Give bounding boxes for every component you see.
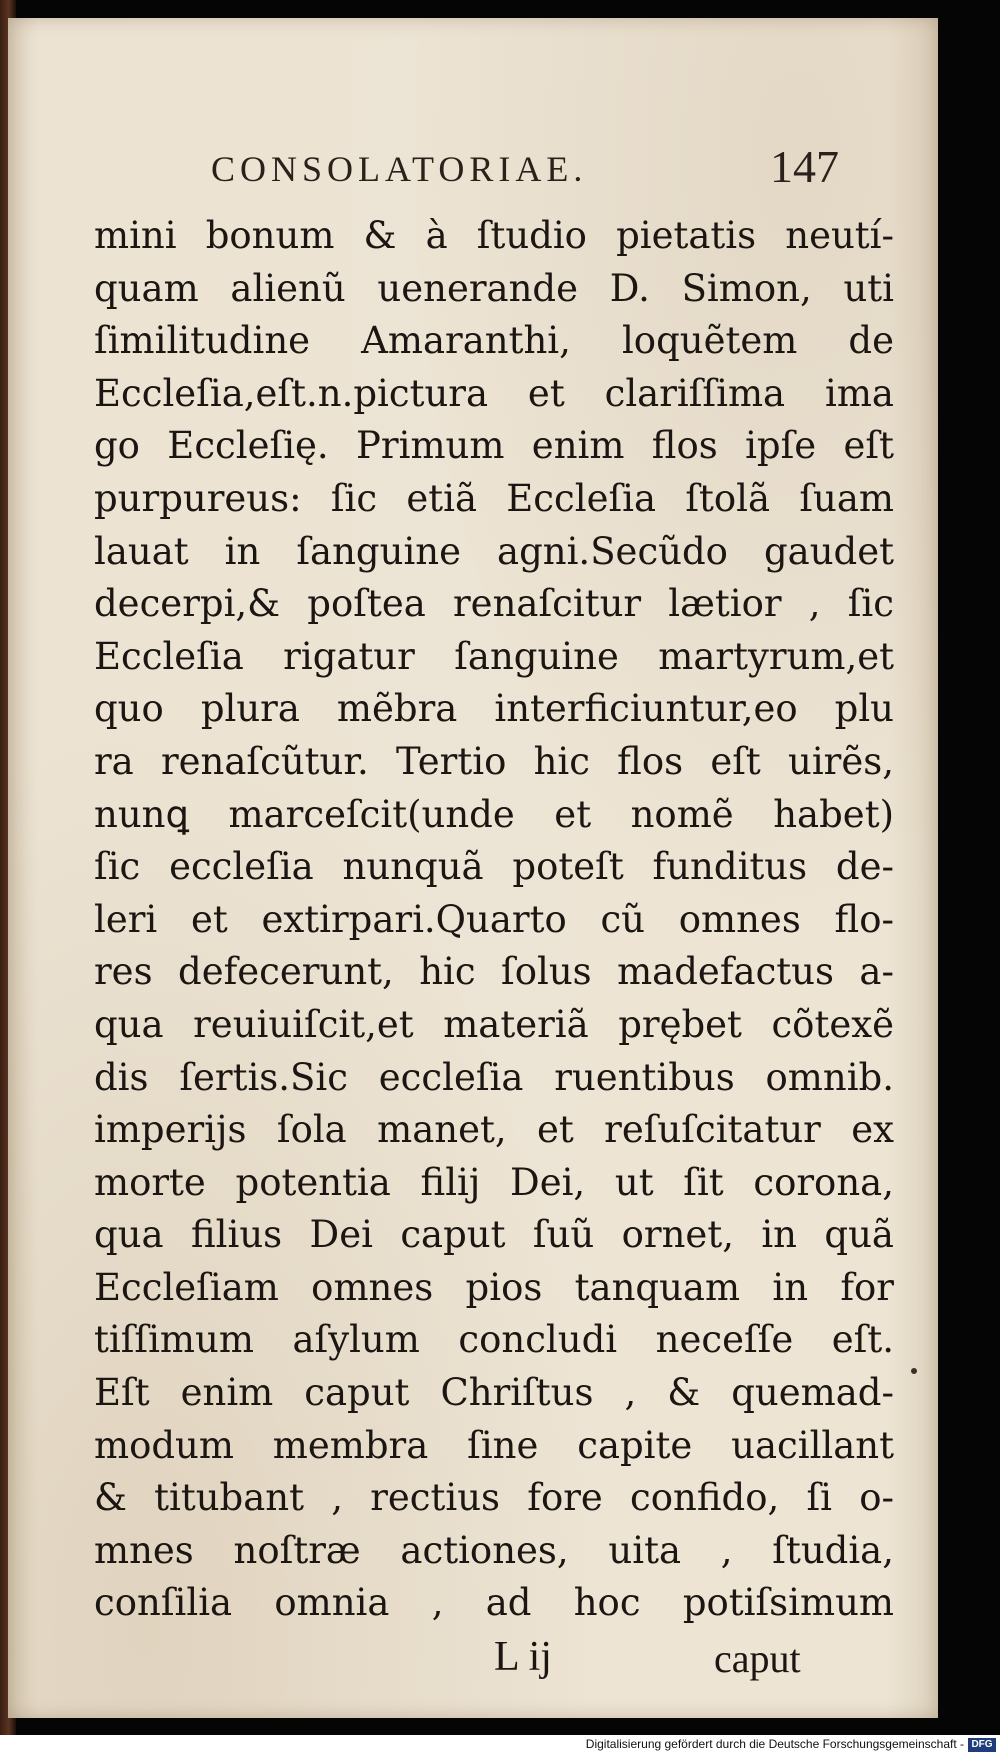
text-line: purpureus: ſic etiã Eccleſia ſtolã ſuam [94, 476, 894, 520]
text-body [94, 210, 894, 1630]
book-page [8, 18, 938, 1718]
running-head: CONSOLATORIAE. [211, 149, 588, 189]
text-line: lauat in ſanguine agni.Secũdo gaudet [94, 529, 894, 573]
text-line: mini bonum & à ſtudio pietatis neutí- [94, 214, 894, 257]
text-line: nunꝗ marceſcit(unde et nomẽ habet) [94, 792, 894, 836]
catchword: caput [714, 1636, 801, 1681]
text-line: mnes noſtræ actiones, uita , ſtudia, [94, 1528, 894, 1572]
text-line: ra renaſcũtur. Tertio hic flos eſt uirẽs, [94, 739, 894, 783]
text-line: qua reuiuiſcit,et materiã prębet cõtexẽ [94, 1002, 894, 1046]
text-line: dis ſertis.Sic eccleſia ruentibus omnib. [94, 1055, 894, 1099]
margin-dot-mark [911, 1368, 917, 1374]
text-line: morte potentia filij Dei, ut ſit corona, [94, 1160, 894, 1204]
text-line: leri et extirpari.Quarto cũ omnes flo- [94, 897, 894, 941]
text-line: qua filius Dei caput ſuũ ornet, in quã [94, 1213, 894, 1257]
text-line: tiſſimum aſylum concludi neceſſe eſt. [94, 1318, 894, 1362]
text-line: ſic eccleſia nunquã poteſt funditus de- [94, 845, 894, 889]
text-line: go Eccleſię. Primum enim flos ipſe eſt [94, 424, 894, 468]
text-line: Eccleſiam omnes pios tanquam in for [94, 1265, 894, 1309]
dfg-logo: DFG [968, 1738, 996, 1752]
text-line: conſilia omnia , ad hoc potiſsimum [94, 1581, 894, 1625]
text-line: & titubant , rectius fore confido, ſi o- [94, 1476, 894, 1520]
digitization-footer [0, 1735, 1000, 1757]
funding-credit: Digitalisierung gefördert durch die Deutsche Forschungsgemeinschaft - [585, 1737, 964, 1751]
text-line: quam alienũ uenerande D. Simon, uti [94, 266, 894, 310]
text-line: Eſt enim caput Chriſtus , & quemad- [94, 1371, 894, 1415]
signature-mark: L ij [494, 1634, 552, 1680]
text-line: res defecerunt, hic ſolus madefactus a- [94, 950, 894, 994]
text-line: decerpi,& poſtea renaſcitur lætior , ſic [94, 582, 894, 626]
text-line: ſimilitudine Amaranthi, loquẽtem de [94, 319, 894, 363]
text-line: modum membra ſine capite uacillant [94, 1423, 894, 1467]
page-number: 147 [770, 141, 839, 192]
text-line: Eccleſia rigatur ſanguine martyrum,et [94, 634, 894, 678]
text-line: imperijs ſola manet, et reſuſcitatur ex [94, 1108, 894, 1152]
text-line: Eccleſia,eſt.n.pictura et clariſſima ima [94, 371, 894, 415]
signature-line [494, 1633, 834, 1693]
text-line: quo plura mẽbra interficiuntur,eo plu [94, 687, 894, 731]
